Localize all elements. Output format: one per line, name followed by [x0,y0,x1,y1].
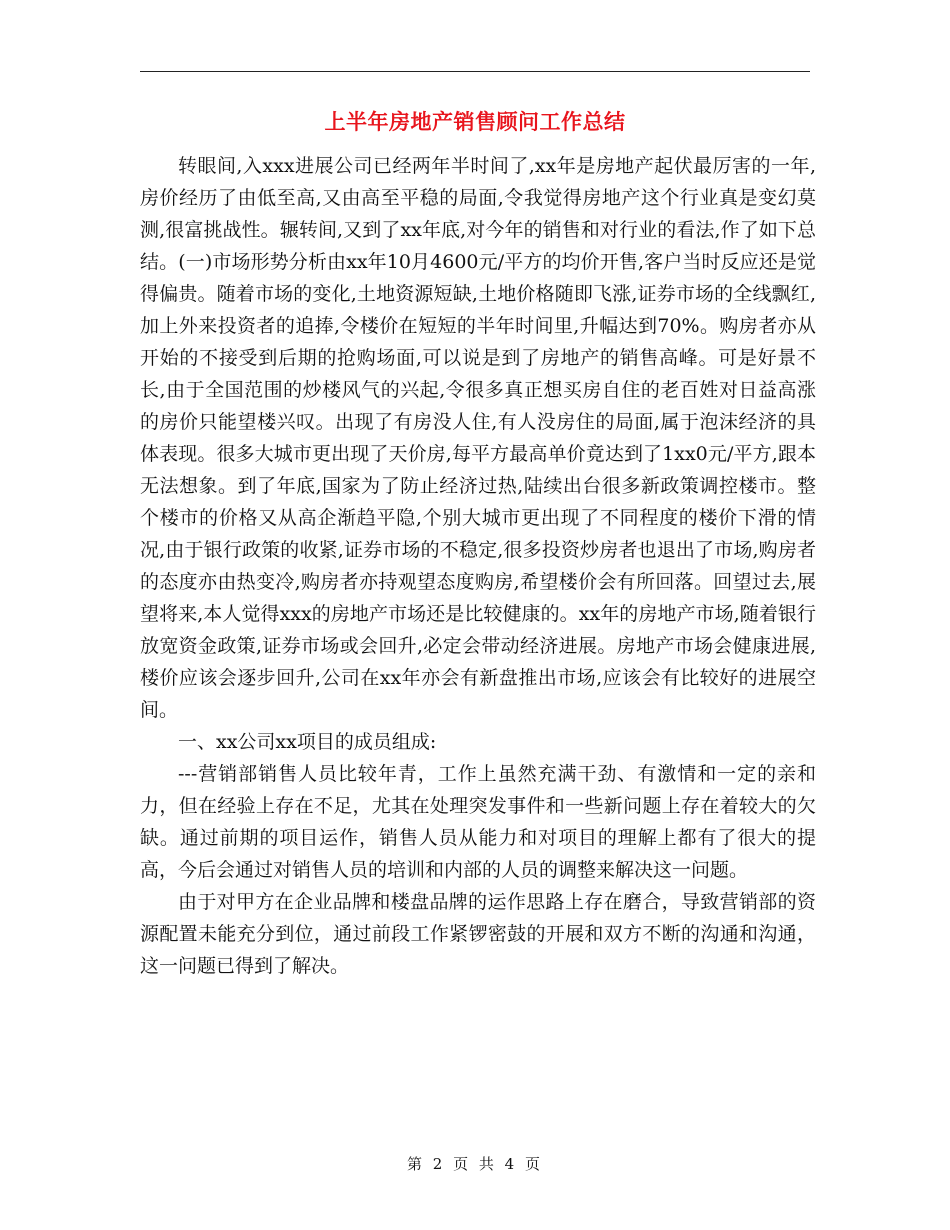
paragraph-section-heading: 一、xx公司xx项目的成员组成: [178,731,437,753]
document-title: 上半年房地产销售顾问工作总结 [324,109,626,134]
paragraph-sales-team: ---营销部销售人员比较年青，工作上虽然充满干劲、有激情和一定的亲和力，但在经验上存在不足，尤其在处理突发事件和一些新问题上存在着较大的欠缺。通过前期的项目运作，销售人员从能力和对项目的理解上都有了很大的提高，今后会通过对销售人员的培训和内部的人员的调整来解决这一问题。 [140,763,816,881]
header-rule [140,71,810,72]
document-body [140,150,816,982]
page-number-footer: 第 2 页 共 4 页 [407,1155,543,1173]
paragraph-market-analysis: 转眼间,入xxx进展公司已经两年半时间了,xx年是房地产起伏最厉害的一年,房价经历了由低至高,又由高至平稳的局面,令我觉得房地产这个行业真是变幻莫测,很富挑战性。辗转间,又到了xx年底,对今年的销售和对行业的看法,作了如下总结。(一)市场形势分析由xx年10月4600元/平方的均价开售,客户当时反应还是觉得偏贵。随着市场的变化,土地资源短缺,土地价格随即飞涨,证券市场的全线飘红,加上外来投资者的追捧,令楼价在短短的半年时间里,升幅达到70%。购房者亦从开始的不接受到后期的抢购场面,可以说是到了房地产的销售高峰。可是好景不长,由于全国范围的炒楼风气的兴起,令很多真正想买房自住的老百姓对日益高涨的房价只能望楼兴叹。出现了有房没人住,有人没房住的局面,属于泡沫经济的具体表现。很多大城市更出现了天价房,每平方最高单价竟达到了1xx0元/平方,跟本无法想象。到了年底,国家为了防止经济过热,陆续出台很多新政策调控楼市。整个楼市的价格又从高企渐趋平隐,个别大城市更出现了不同程度的楼价下滑的情况,由于银行政策的收紧,证券市场的不稳定,很多投资炒房者也退出了市场,购房者的态度亦由热变冷,购房者亦持观望态度购房,希望楼价会有所回落。回望过去,展望将来,本人觉得xxx的房地产市场还是比较健康的。xx年的房地产市场,随着银行放宽资金政策,证券市场或会回升,必定会带动经济进展。房地产市场会健康进展,楼价应该会逐步回升,公司在xx年亦会有新盘推出市场,应该会有比较好的进展空间。 [140,155,816,721]
paragraph-resource-allocation: 由于对甲方在企业品牌和楼盘品牌的运作思路上存在磨合，导致营销部的资源配置未能充分到位，通过前段工作紧锣密鼓的开展和双方不断的沟通和沟通，这一问题已得到了解决。 [140,891,816,977]
